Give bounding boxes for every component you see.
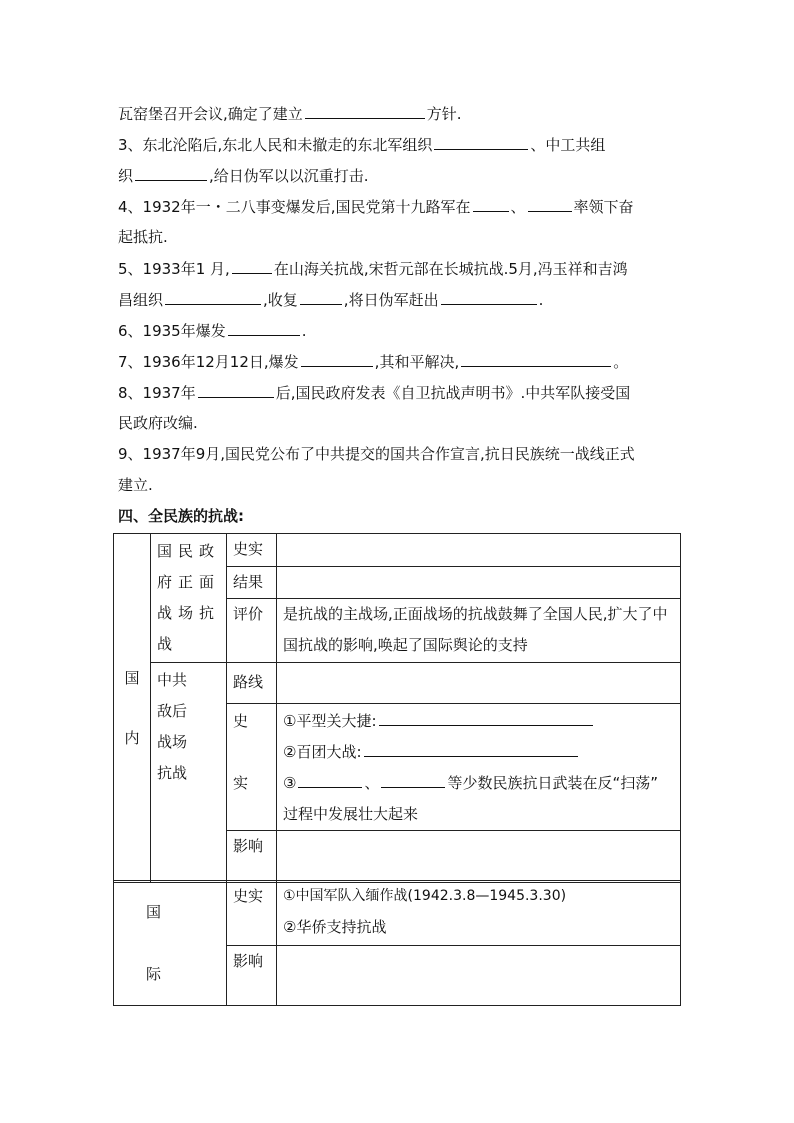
fill-blank[interactable] — [461, 351, 611, 367]
intl-label-char: 际 — [146, 965, 162, 983]
text-line — [118, 320, 307, 341]
text-span: 昌组织 — [118, 291, 164, 309]
fill-blank[interactable] — [364, 742, 578, 757]
text-span: 民政府改编. — [118, 414, 198, 432]
war-summary-table — [113, 533, 681, 883]
text-span: 方针. — [426, 105, 462, 123]
row-label-influence: 影响 — [227, 946, 277, 1006]
text-span: 6、1935年爆发 — [118, 322, 226, 340]
ccp-front-label — [151, 663, 227, 883]
text-span: ,收复 — [263, 291, 298, 309]
row-label-facts: 史实 — [227, 534, 277, 567]
fill-blank[interactable] — [473, 196, 509, 212]
intl-label-cell — [114, 881, 227, 1006]
fill-blank[interactable] — [441, 289, 537, 305]
text-line — [118, 289, 543, 310]
text-span: . — [301, 322, 307, 340]
fill-blank[interactable] — [135, 165, 207, 181]
fill-blank[interactable] — [198, 382, 274, 398]
row-label-char: 实 — [233, 774, 249, 792]
fill-blank[interactable] — [165, 289, 261, 305]
row-label-result: 结果 — [227, 566, 277, 599]
fill-blank[interactable] — [381, 773, 445, 788]
text-span: 9、1937年9月,国民党公布了中共提交的国共合作宣言,抗日民族统一战线正式 — [118, 445, 635, 463]
text-span: 织 — [118, 167, 134, 185]
text-span: 、中工共组 — [530, 136, 606, 154]
text-line — [118, 134, 605, 155]
text-line — [118, 382, 630, 403]
intl-label-char: 国 — [146, 903, 162, 921]
text-span: 起抵抗. — [118, 228, 168, 246]
domestic-label-char: 国 — [124, 669, 140, 687]
row-label-route: 路线 — [227, 663, 277, 704]
text-span: ,其和平解决, — [374, 353, 460, 371]
text-span: 8、1937年 — [118, 384, 196, 402]
row-label-facts-split — [227, 704, 277, 831]
ccp-route-cell[interactable] — [277, 663, 681, 704]
kmt-eval-cell: 是抗战的主战场,正面战场的抗战鼓舞了全国人民,扩大了中国抗战的影响,唤起了国际舆论的支持 — [277, 599, 681, 663]
ccp-front-label-text: 中共敌后战场抗战 — [157, 671, 188, 782]
row-label-eval: 评价 — [227, 599, 277, 663]
text-line — [118, 103, 462, 124]
text-line — [118, 475, 153, 495]
kmt-facts-cell[interactable] — [277, 534, 681, 567]
fill-blank[interactable] — [301, 351, 373, 367]
text-span: ③ — [283, 774, 297, 792]
text-line — [118, 196, 634, 217]
fill-blank[interactable] — [232, 258, 272, 274]
text-span: ①平型关大捷: — [283, 712, 377, 730]
text-span: ,给日伪军以以沉重打击. — [209, 167, 369, 185]
text-span: 5、1933年1 月, — [118, 260, 230, 278]
text-line — [118, 165, 369, 186]
intl-fact-line: ②华侨支持抗战 — [283, 918, 387, 936]
fill-blank[interactable] — [300, 289, 342, 305]
row-label-influence: 影响 — [227, 831, 277, 883]
text-span: 建立. — [118, 476, 153, 494]
text-line — [118, 444, 635, 464]
text-line — [118, 258, 628, 279]
fill-blank[interactable] — [298, 773, 362, 788]
fill-blank[interactable] — [528, 196, 572, 212]
text-span: 等少数民族抗日武装在反“扫荡” — [447, 774, 659, 792]
intl-influence-cell[interactable] — [277, 946, 681, 1006]
domestic-label-cell — [114, 534, 151, 883]
text-span: 7、1936年12月12日,爆发 — [118, 353, 299, 371]
text-line — [118, 227, 168, 247]
fill-blank[interactable] — [434, 134, 528, 150]
text-span: 瓦窑堡召开会议,确定了建立 — [118, 105, 303, 123]
row-label-facts: 史实 — [227, 881, 277, 946]
text-span: 4、1932年一・二八事变爆发后,国民党第十九路军在 — [118, 198, 471, 216]
fill-blank[interactable] — [228, 320, 300, 336]
text-span: . — [538, 291, 544, 309]
text-line — [118, 351, 628, 372]
intl-facts-cell — [277, 881, 681, 946]
text-span: 、 — [510, 198, 526, 216]
kmt-front-label: 国民政府正面战场抗战 — [151, 534, 227, 663]
fact-line — [283, 706, 674, 737]
text-span: 3、东北沦陷后,东北人民和未撤走的东北军组织 — [118, 136, 433, 154]
ccp-influence-cell[interactable] — [277, 831, 681, 883]
fact-line — [283, 737, 674, 768]
domestic-label-char: 内 — [124, 729, 140, 747]
international-table — [113, 880, 681, 1006]
fill-blank[interactable] — [379, 711, 593, 726]
text-line — [118, 413, 198, 433]
text-span: 。 — [613, 353, 629, 371]
text-span: 率领下奋 — [573, 198, 634, 216]
fact-line — [283, 768, 674, 799]
fact-line: 过程中发展壮大起来 — [283, 805, 419, 823]
section-heading: 四、全民族的抗战: — [118, 507, 244, 525]
text-span: ②百团大战: — [283, 743, 362, 761]
row-label-char: 史 — [233, 712, 249, 730]
text-span: ,将日伪军赶出 — [343, 291, 439, 309]
intl-fact-line: ①中国军队入缅作战(1942.3.8—1945.3.30) — [283, 888, 567, 904]
kmt-result-cell[interactable] — [277, 566, 681, 599]
text-span: 、 — [364, 774, 380, 792]
text-span: 在山海关抗战,宋哲元部在长城抗战.5月,冯玉祥和吉鸿 — [273, 260, 628, 278]
ccp-facts-cell — [277, 704, 681, 831]
fill-blank[interactable] — [305, 103, 425, 119]
text-span: 后,国民政府发表《自卫抗战声明书》.中共军队接受国 — [275, 384, 631, 402]
